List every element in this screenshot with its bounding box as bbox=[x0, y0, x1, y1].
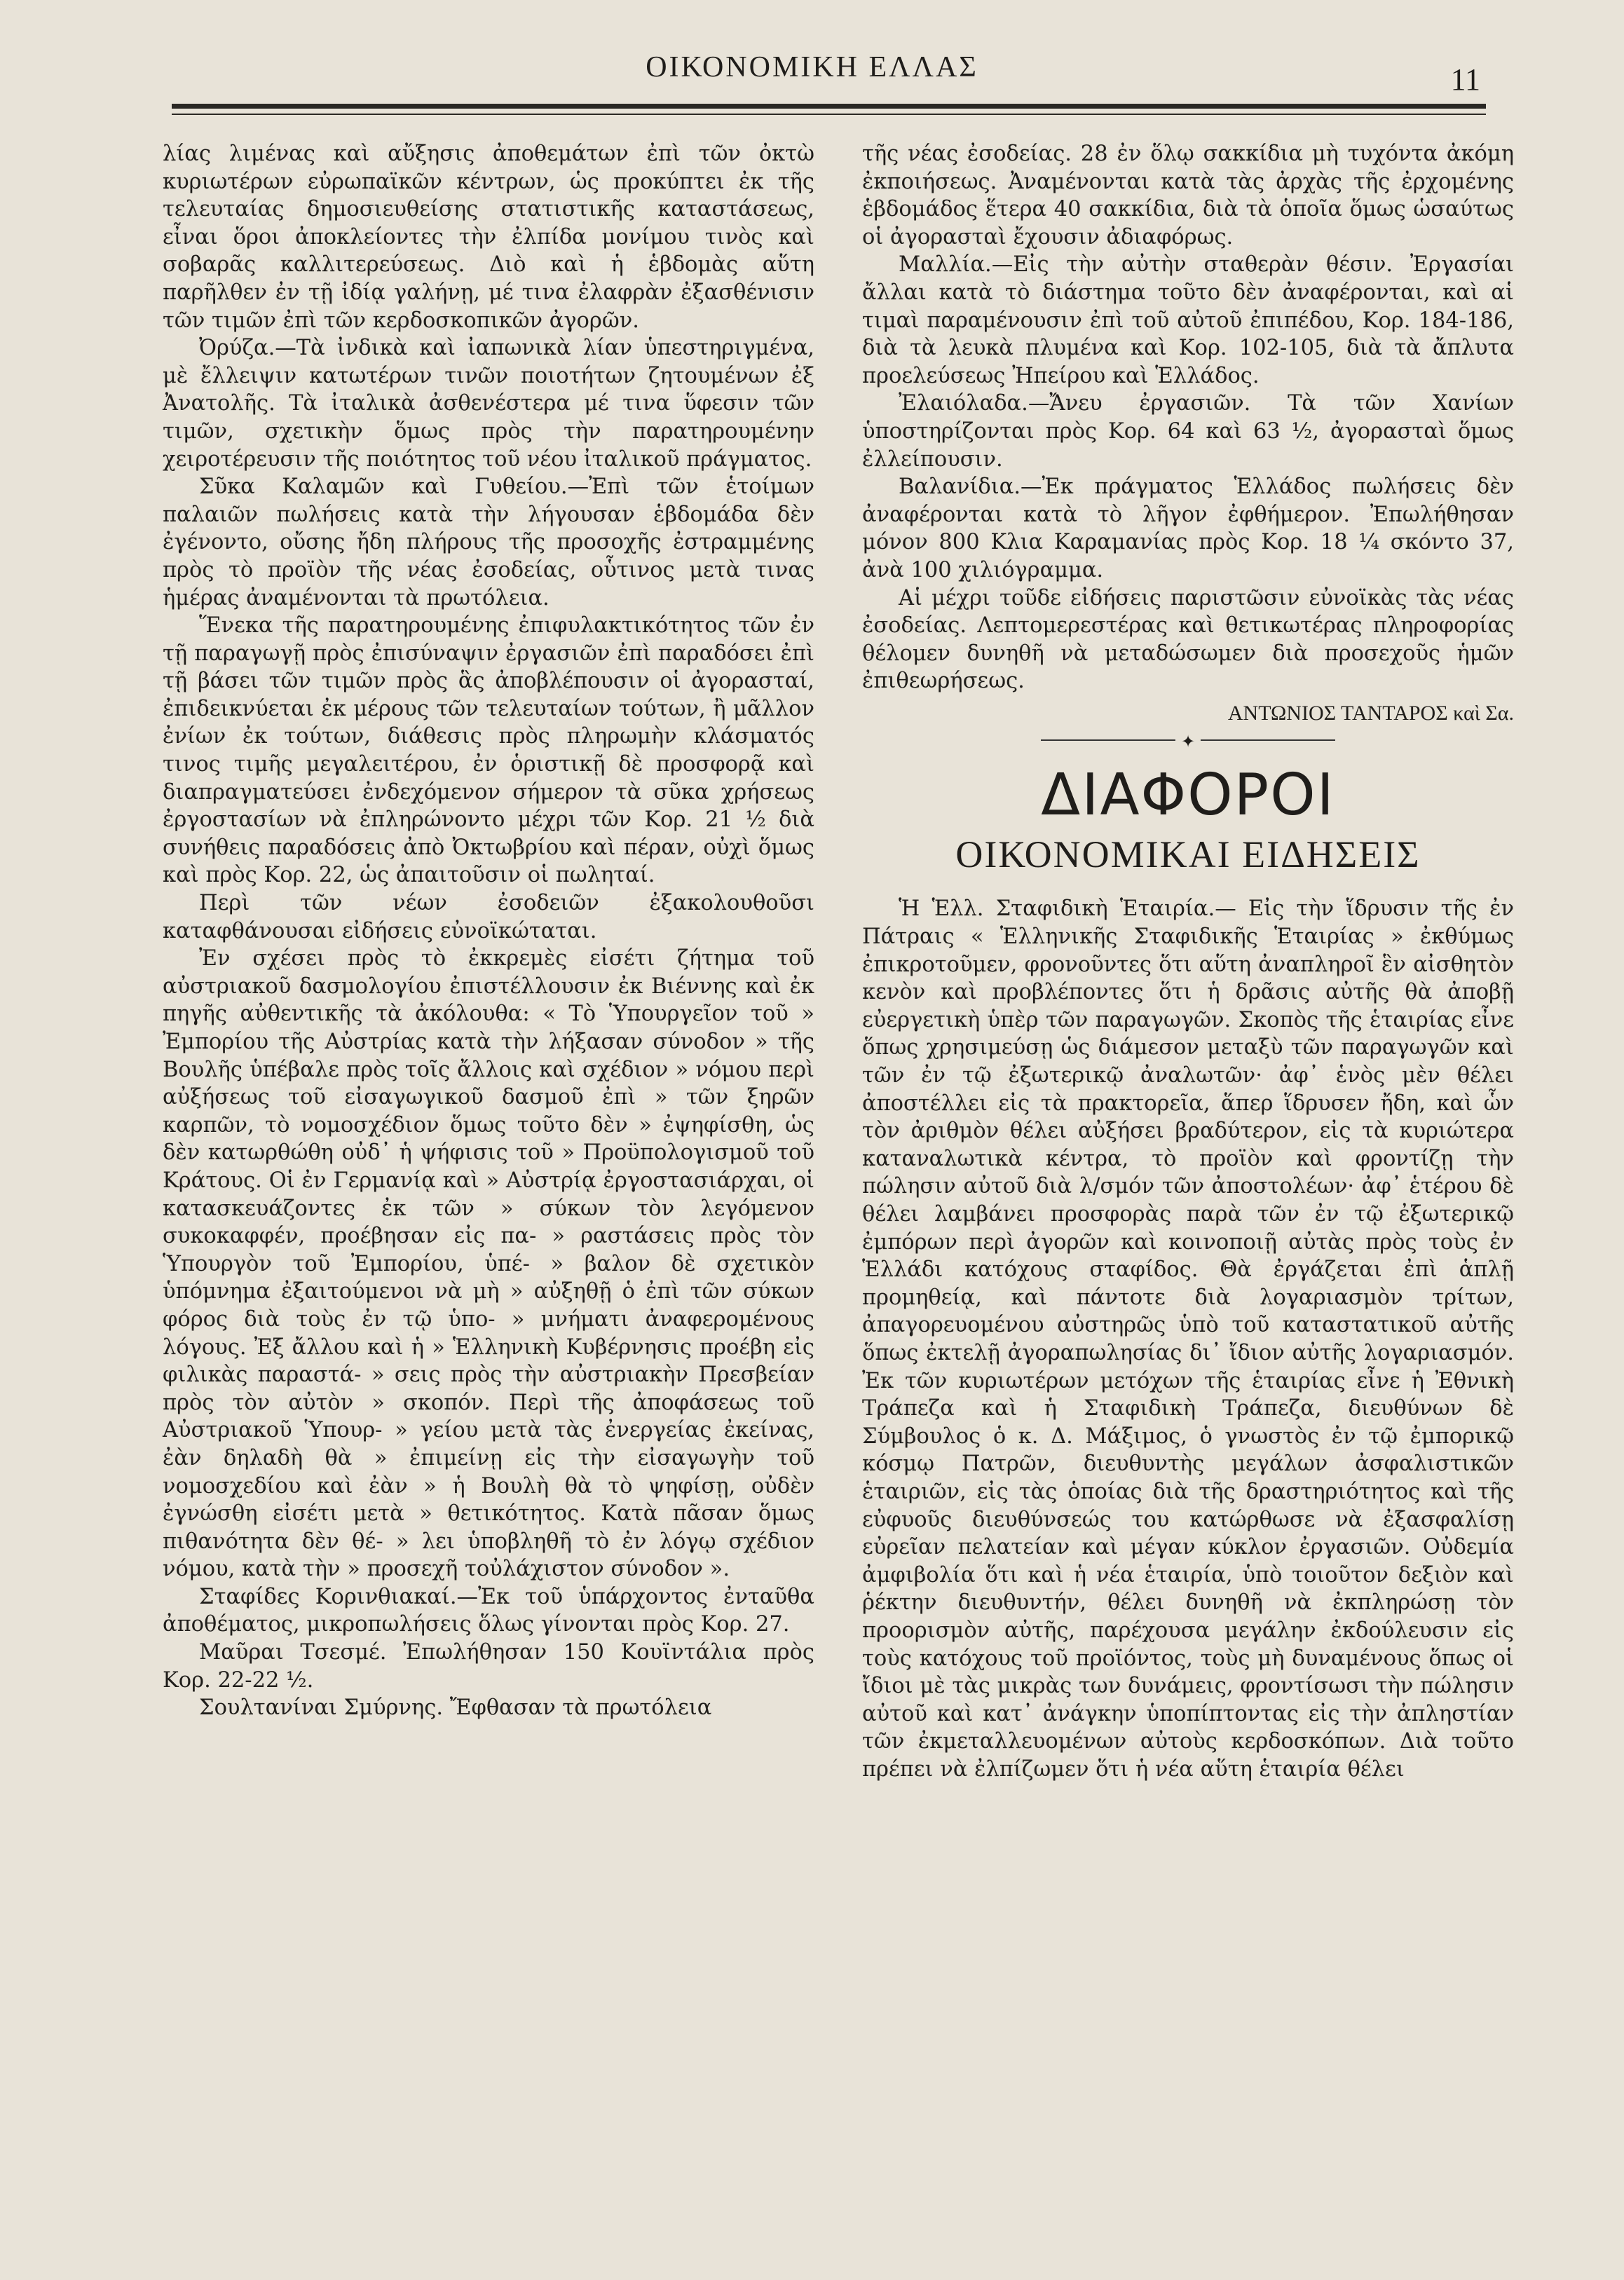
page-number: 11 bbox=[1450, 62, 1480, 97]
paragraph-currants: Σταφίδες Κορινθιακαί.—Ἐκ τοῦ ὑπάρχοντος ἐνταῦθα ἀποθέματος, μικροπωλήσεις ὅλως γίνονται πρὸς Κορ. 27. bbox=[163, 1584, 814, 1637]
left-column bbox=[163, 140, 814, 1722]
section-title: ΔΙΑΦΟΡΟΙ bbox=[1041, 762, 1335, 829]
section-divider bbox=[1041, 732, 1335, 752]
paragraph-austrian-tariff: Ἐν σχέσει πρὸς τὸ ἐκκρεμὲς εἰσέτι ζήτημα τοῦ αὐστριακοῦ δασμολογίου ἐπιστέλλουσιν ἐκ Βιέννης καὶ ἐκ πηγῆς αὐθεντικῆς τὰ ἀκόλουθα: « Τὸ Ὑπουργεῖον τοῦ » Ἐμπορίου τῆς Αὐστρίας κατὰ τὴν λήξασαν σύνοδον » τῆς Βουλῆς ὑπέβαλε πρὸς τοῖς ἄλλοις καὶ σχέδιον » νόμου περὶ αὐξήσεως τοῦ εἰσαγωγικοῦ δασμοῦ ἐπὶ » τῶν ξηρῶν καρπῶν, τὸ νομοσχέδιον ὅμως τοῦτο δὲν » ἐψηφίσθη, ὡς δὲν κατωρθώθη οὐδ᾽ ἡ ψήφισις τοῦ » Προϋπολογισμοῦ τοῦ Κράτους. Οἱ ἐν Γερμανίᾳ καὶ » Αὐστρίᾳ ἐργοστασιάρχαι, οἱ κατασκευάζοντες ἐκ τῶν » σύκων τὸν λεγόμενον συκοκαφφέν, προέβησαν εἰς πα- » ραστάσεις πρὸς τὸν Ὑπουργὸν τοῦ Ἐμπορίου, ὑπέ- » βαλον δὲ σχετικὸν ὑπόμνημα ἐξαιτούμενοι νὰ μὴ » αὐξηθῇ ὁ ἐπὶ τῶν σύκων φόρος διὰ τοὺς ἐν τῷ ὑπο- » μνήματι ἀναφερομένους λόγους. Ἐξ ἄλλου καὶ ἡ » Ἑλληνικὴ Κυβέρνησις προέβη εἰς φιλικὰς παραστά- » σεις πρὸς τὴν αὐστριακὴν Πρεσβείαν πρὸς τὸν αὐτὸν » σκοπόν. Περὶ τῆς ἀποφάσεως τοῦ Αὐστριακοῦ Ὑπουρ- » γείου μετὰ τὰς ἐνεργείας ἐκείνας, ἐὰν δηλαδὴ θὰ » ἐπιμείνῃ εἰς τὴν εἰσαγωγὴν τοῦ νομοσχεδίου καὶ ἐὰν » ἡ Βουλὴ θὰ τὸ ψηφίσῃ, οὐδὲν ἐγνώσθη εἰσέτι μετὰ » θετικότητος. Κατὰ πᾶσαν ὅμως πιθανότητα δὲν θέ- » λει ὑποβληθῆ τὸ ἐν λόγῳ σχέδιον νόμου, κατὰ τὴν » προσεχῆ τοὐλάχιστον σύνοδον ». bbox=[163, 946, 814, 1582]
paragraph-currant-company: Ἡ Ἑλλ. Σταφιδικὴ Ἑταιρία.— Εἰς τὴν ἵδρυσιν τῆς ἐν Πάτραις « Ἑλληνικῆς Σταφιδικῆς Ἑταιρίας » ἐκθύμως ἐπικροτοῦμεν, φρονοῦντες ὅτι αὕτη ἀναπληροῖ ἓν αἰσθητὸν κενὸν καὶ προβλέποντες ὅτι ἡ δρᾶσις αὐτῆς θὰ ἀποβῇ εὐεργετικὴ ὑπὲρ τῶν παραγωγῶν. Σκοπὸς τῆς ἑταιρίας εἶνε ὅπως χρησιμεύσῃ ὡς διάμεσον μεταξὺ τῶν παραγωγῶν καὶ τῶν ἐν τῷ ἐξωτερικῷ ἀναλωτῶν· ἀφ᾽ ἑνὸς μὲν θέλει ἀποστέλλει εἰς τὰ πρακτορεῖα, ἅπερ ἵδρυσεν ἤδη, καὶ ὧν τὸν ἀριθμὸν θέλει αὐξήσει βραδύτερον, εἰς τὰ κυριώτερα καταναλωτικὰ κέντρα, τὸ προϊὸν καὶ φροντίζῃ τὴν πώλησιν αὐτοῦ διὰ λ/σμόν τῶν ἀποστολέων· ἀφ᾽ ἑτέρου δὲ θέλει λαμβάνει προσφορὰς παρὰ τῶν ἐν τῷ ἐξωτερικῷ ἐμπόρων περὶ ἀγορῶν καὶ κοινοποιῇ αὐτὰς πρὸς τοὺς ἐν Ἑλλάδι κατόχους σταφίδος. Θὰ ἐργάζεται ἐπὶ ἁπλῇ προμηθείᾳ, καὶ πάντοτε διὰ λογαριασμὸν τρίτων, ἀπαγορευομένου αὐστηρῶς ὑπὸ τοῦ καταστατικοῦ αὐτῆς ὅπως ἐκτελῇ ἀγοραπωλησίας δι᾽ ἴδιον αὐτῆς λογαριασμόν. Ἐκ τῶν κυριωτέρων μετόχων τῆς ἑταιρίας εἶνε ἡ Ἐθνικὴ Τράπεζα καὶ ἡ Σταφιδικὴ Τράπεζα, διευθύνων δὲ Σύμβουλος ὁ κ. Δ. Μάξιμος, ὁ γνωστὸς ἐν τῷ ἐμπορικῷ κόσμῳ Πατρῶν, διευθυντὴς μεγάλων ἀσφαλιστικῶν ἑταιριῶν, εἰς τὰς ὁποίας διὰ τῆς δραστηριότητος καὶ τῆς εὐφυοῦς διευθύνσεώς του κατώρθωσε νὰ ἐξασφαλίσῃ εὐρεῖαν πελατείαν καὶ μέγαν κύκλον ἐργασιῶν. Οὐδεμία ἀμφιβολία ὅτι καὶ ἡ νέα ἑταιρία, ὑπὸ τοιοῦτον δεξιὸν καὶ ῥέκτην διευθυντήν, θέλει δυνηθῆ νὰ ἐκπληρώσῃ τὸν προορισμὸν αὐτῆς, παρέχουσα μεγάλην ἐκδούλευσιν εἰς τοὺς κατόχους τοῦ προϊόντος, τοὺς μὴ δυναμένους ὅπως οἱ ἴδιοι μὲ τὰς μικρὰς των δυνάμεις, φροντίσωσι τὴν πώλησιν αὐτοῦ καὶ κατ᾽ ἀνάγκην ὑποπίπτοντας εἰς τὴν ἀπληστίαν τῶν ἐκμεταλλευομένων αὐτοὺς κερδοσκόπων. Διὰ τοῦτο πρέπει νὰ ἐλπίζωμεν ὅτι ἡ νέα αὕτη ἑταιρία θέλει bbox=[862, 896, 1514, 1782]
paragraph-acorns: Βαλανίδια.—Ἐκ πράγματος Ἑλλάδος πωλήσεις δὲν ἀναφέρονται κατὰ τὸ λῆγον ἐφθήμερον. Ἐπωλήθησαν μόνον 800 Κλια Καραμανίας πρὸς Κορ. 18 ¼ σκόντο 37, ἀνὰ 100 χιλιόγραμμα. bbox=[862, 475, 1514, 582]
header-rule-thick bbox=[172, 104, 1486, 109]
paragraph: Περὶ τῶν νέων ἐσοδειῶν ἐξακολουθοῦσι καταφθάνουσαι εἰδήσεις εὐνοϊκώταται. bbox=[163, 891, 814, 943]
paragraph-olive-oil: Ἐλαιόλαδα.—Ἄνευ ἐργασιῶν. Τὰ τῶν Χανίων ὑποστηρίζονται πρὸς Κορ. 64 καὶ 63 ½, ἀγορασταὶ ὅμως ἐλλείπουσιν. bbox=[862, 391, 1514, 472]
paragraph: Ἕνεκα τῆς παρατηρουμένης ἐπιφυλακτικότητος τῶν ἐν τῇ παραγωγῇ πρὸς ἐπισύναψιν ἐργασιῶν ἐπὶ παραδόσει ἐπὶ τῇ βάσει τῶν τιμῶν πρὸς ἃς ἀποβλέπουσιν οἱ ἀγορασταί, ἐπιδεικνύεται ἐκ μέρους τῶν τελευταίων τούτων, ἢ μᾶλλον ἐνίων ἐκ τούτων, διάθεσις πρὸς πληρωμὴν κλάσματός τινος τιμῆς μεγαλειτέρου, ἐν ὁριστικῇ δὲ προσφορᾷ καὶ διαπραγματεύσει ἐνδεχόμενον σήμερον τὰ σῦκα χρήσεως ἐργοστασίων νὰ ἐπληρώνοντο μέχρι τῶν Κορ. 21 ½ διὰ συνήθεις παραδόσεις ἀπὸ Ὀκτωβρίου καὶ πέραν, οὐχὶ ὅμως καὶ πρὸς Κορ. 22, ὡς ἀπαιτοῦσιν οἱ πωληταί. bbox=[163, 613, 814, 888]
paragraph: Σουλτανίναι Σμύρνης. Ἔφθασαν τὰ πρωτόλεια bbox=[199, 1695, 712, 1721]
paragraph-rice: Ὀρύζα.—Τὰ ἰνδικὰ καὶ ἰαπωνικὰ λίαν ὑπεστηριγμένα, μὲ ἔλλειψιν κατωτέρων τινῶν ποιοτήτων ζητουμένων ἐξ Ἀνατολῆς. Τὰ ἰταλικὰ ἀσθενέστερα μέ τινα ὕφεσιν τῶν τιμῶν, σχετικὴν ὅμως πρὸς τὴν παρατηρουμένην χειροτέρευσιν τῆς ποιότητος τοῦ νέου ἰταλικοῦ πράγματος. bbox=[163, 336, 814, 472]
header-rule-thin bbox=[172, 114, 1486, 115]
paragraph: Αἱ μέχρι τοῦδε εἰδήσεις παριστῶσιν εὐνοϊκὰς τὰς νέας ἐσοδείας. Λεπτομερεστέρας καὶ θετικωτέρας πληροφορίας θέλομεν δυνηθῆ νὰ μεταδώσωμεν διὰ προσεχοῦς ἡμῶν ἐπιθεωρήσεως. bbox=[862, 585, 1514, 694]
divider-ornament: ✦ bbox=[1175, 728, 1201, 756]
section-subtitle: ΟΙΚΟΝΟΜΙΚΑΙ ΕΙΔΗΣΕΙΣ bbox=[955, 833, 1421, 876]
paragraph: Μαῦραι Τσεσμέ. Ἐπωλήθησαν 150 Κουϊντάλια πρὸς Κορ. 22-22 ½. bbox=[163, 1640, 814, 1693]
running-header: ΟΙΚΟΝΟΜΙΚΗ ΕΛΛΑΣ bbox=[646, 51, 978, 83]
paragraph: λίας λιμένας καὶ αὔξησις ἀποθεμάτων ἐπὶ τῶν ὀκτὼ κυριωτέρων εὐρωπαϊκῶν κέντρων, ὡς προκύπτει ἐκ τῆς τελευταίας δημοσιευθείσης στατιστικῆς καταστάσεως, εἶναι ὅροι ἀποκλείοντες τὴν ἐλπίδα μονίμου τινὸς καὶ σοβαρᾶς καλλιτερεύσεως. Διὸ καὶ ἡ ἑβδομὰς αὕτη παρῆλθεν ἐν τῇ ἰδίᾳ γαλήνῃ, μέ τινα ἐλαφρὰν ἐξασθένισιν τῶν τιμῶν ἐπὶ τῶν κερδοσκοπικῶν ἀγορῶν. bbox=[163, 142, 814, 333]
right-column bbox=[862, 140, 1514, 1783]
paragraph-wool: Μαλλία.—Εἰς τὴν αὐτὴν σταθερὰν θέσιν. Ἐργασίαι ἄλλαι κατὰ τὸ διάστημα τοῦτο δὲν ἀναφέρονται, καὶ αἱ τιμαὶ παραμένουσιν ἐπὶ τοῦ αὐτοῦ ἐπιπέδου, Κορ. 184-186, διὰ τὰ λευκὰ πλυμένα καὶ Κορ. 102-105, διὰ τὰ ἄπλυτα προελεύσεως Ἠπείρου καὶ Ἑλλάδος. bbox=[862, 252, 1514, 388]
paragraph-figs: Σῦκα Καλαμῶν καὶ Γυθείου.—Ἐπὶ τῶν ἑτοίμων παλαιῶν πωλήσεις κατὰ τὴν λήγουσαν ἑβδομάδα δὲν ἐγένοντο, οὔσης ἤδη πλήρους τῆς προσοχῆς ἐστραμμένης πρὸς τὸ προϊὸν τῆς νέας ἐσοδείας, οὗτινος μετὰ τινας ἡμέρας ἀναμένονται τὰ πρωτόλεια. bbox=[163, 475, 814, 610]
paragraph: τῆς νέας ἐσοδείας. 28 ἐν ὅλῳ σακκίδια μὴ τυχόντα ἀκόμη ἐκποιήσεως. Ἀναμένονται κατὰ τὰς ἀρχὰς τῆς ἐρχομένης ἑβδομάδος ἕτερα 40 σακκίδια, διὰ τὰ ὁποῖα ὅμως ὡσαύτως οἱ ἀγορασταὶ ἔχουσιν ἀδιαφόρως. bbox=[862, 142, 1514, 250]
signature: ΑΝΤΩΝΙΟΣ ΤΑΝΤΑΡΟΣ καὶ Σα. bbox=[1227, 701, 1514, 725]
